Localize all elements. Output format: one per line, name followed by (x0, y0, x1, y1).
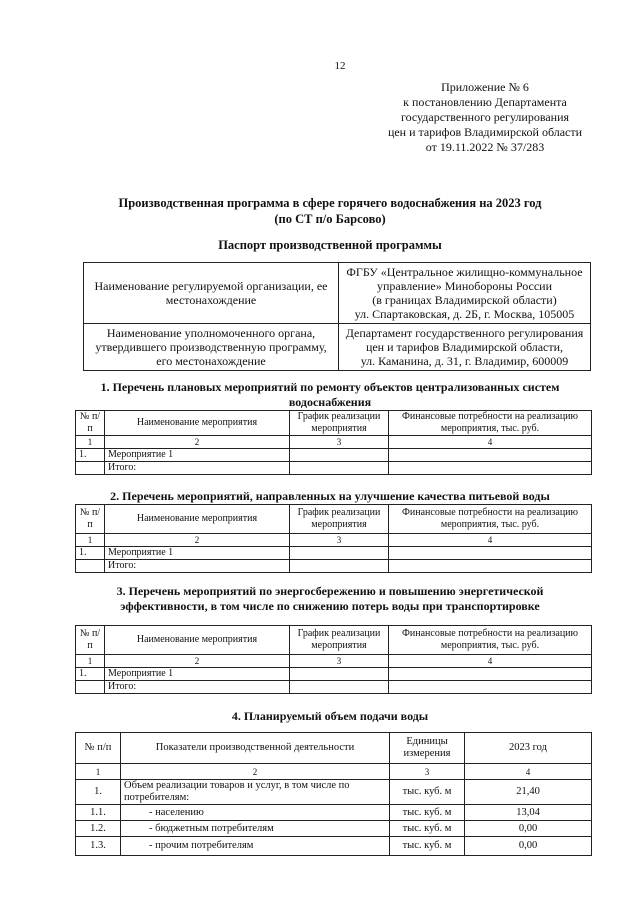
cell: 3 (290, 436, 389, 449)
appendix-line: цен и тарифов Владимирской области (387, 125, 583, 139)
table-header-row (76, 505, 592, 534)
value-line: управление» Минобороны России (376, 279, 552, 293)
cell: 4 (389, 655, 592, 668)
table-row (76, 462, 592, 475)
row-value: 0,00 (465, 837, 592, 856)
value-line: ул. Каманина, д. 31, г. Владимир, 600009 (360, 354, 569, 368)
cell: Мероприятие 1 (105, 547, 290, 560)
table-header-row (76, 626, 592, 655)
cell: 1 (76, 764, 121, 780)
col-header: № п/п (76, 733, 121, 764)
value-line: ул. Спартаковская, д. 2Б, г. Москва, 105005 (354, 307, 575, 321)
cell (389, 560, 592, 573)
row-unit: тыс. куб. м (390, 837, 465, 856)
cell (290, 668, 389, 681)
cell (389, 547, 592, 560)
passport-table (83, 262, 591, 371)
row-indicator: Объем реализации товаров и услуг, в том числе по потребителям: (121, 780, 390, 805)
value-line: ФГБУ «Центральное жилищно-коммунальное (346, 265, 583, 279)
col-header: Показатели производственной деятельности (121, 733, 390, 764)
row-indicator: - прочим потребителям (121, 837, 390, 856)
table-row (76, 547, 592, 560)
table-row (76, 560, 592, 573)
table-header-row (76, 733, 592, 764)
section-1-title (60, 380, 600, 410)
cell: 1 (76, 655, 105, 668)
title-line: Производственная программа в сфере горячего водоснабжения на 2023 год (118, 196, 542, 210)
col-header: График реализации мероприятия (290, 626, 389, 655)
cell (76, 560, 105, 573)
section-2-title: 2. Перечень мероприятий, направленных на улучшение качества питьевой воды (110, 489, 550, 503)
appendix-line: к постановлению Департамента (403, 95, 567, 109)
table-row (76, 534, 592, 547)
section-title-line: 3. Перечень мероприятий по энергосбережению и повышению энергетической (116, 584, 544, 598)
cell (389, 681, 592, 694)
section-1-table (75, 410, 592, 475)
table-row (76, 805, 592, 821)
appendix-line: государственного регулирования (400, 110, 570, 124)
row-num: 1.2. (76, 821, 121, 837)
cell: 2 (105, 534, 290, 547)
cell (76, 681, 105, 694)
table-row (76, 780, 592, 805)
table-row (76, 449, 592, 462)
cell: 1. (76, 449, 105, 462)
col-header: Единицы измерения (390, 733, 465, 764)
section-title-line: 1. Перечень плановых мероприятий по ремонту объектов централизованных систем (100, 380, 560, 394)
table-row (76, 837, 592, 856)
table-row (84, 324, 591, 371)
cell (389, 449, 592, 462)
cell (389, 462, 592, 475)
cell: Итого: (105, 462, 290, 475)
cell (290, 462, 389, 475)
cell: Итого: (105, 560, 290, 573)
row-unit: тыс. куб. м (390, 805, 465, 821)
cell (290, 449, 389, 462)
cell: Мероприятие 1 (105, 449, 290, 462)
col-header: График реализации мероприятия (290, 505, 389, 534)
col-header: № п/п (76, 505, 105, 534)
cell (389, 668, 592, 681)
row-num: 1.1. (76, 805, 121, 821)
table-row (84, 263, 591, 324)
passport-heading: Паспорт производственной программы (218, 238, 442, 252)
table-row (76, 764, 592, 780)
cell: 4 (389, 436, 592, 449)
col-header: График реализации мероприятия (290, 411, 389, 436)
row-unit: тыс. куб. м (390, 821, 465, 837)
cell (290, 547, 389, 560)
table-header-row (76, 411, 592, 436)
document-title (60, 195, 600, 227)
cell: 1. (76, 547, 105, 560)
cell: 2 (121, 764, 390, 780)
passport-value (339, 324, 591, 371)
section-2-table (75, 504, 592, 573)
cell (76, 462, 105, 475)
page-number: 12 (334, 60, 346, 72)
cell: Итого: (105, 681, 290, 694)
section-4-title: 4. Планируемый объем подачи воды (231, 709, 429, 723)
appendix-block (360, 80, 610, 155)
row-unit: тыс. куб. м (390, 780, 465, 805)
cell: 1 (76, 436, 105, 449)
cell: 3 (290, 534, 389, 547)
passport-value (339, 263, 591, 324)
col-header: № п/п (76, 626, 105, 655)
value-line: (в границах Владимирской области) (372, 293, 557, 307)
section-title-line: эффективности, в том числе по снижению потерь воды при транспортировке (120, 599, 540, 613)
row-num: 1. (76, 780, 121, 805)
col-header: Наименование мероприятия (105, 505, 290, 534)
table-row (76, 436, 592, 449)
col-header: Финансовые потребности на реализацию мероприятия, тыс. руб. (389, 505, 592, 534)
cell (290, 560, 389, 573)
title-line: (по СТ п/о Барсово) (274, 212, 386, 226)
value-line: цен и тарифов Владимирской области, (365, 340, 564, 354)
cell: 4 (465, 764, 592, 780)
section-3-title (60, 584, 600, 614)
table-row (76, 668, 592, 681)
cell: 1 (76, 534, 105, 547)
table-row (76, 655, 592, 668)
table-row (76, 821, 592, 837)
col-header: 2023 год (465, 733, 592, 764)
cell: 2 (105, 655, 290, 668)
row-num: 1.3. (76, 837, 121, 856)
row-value: 0,00 (465, 821, 592, 837)
cell (290, 681, 389, 694)
cell: 2 (105, 436, 290, 449)
col-header: № п/п (76, 411, 105, 436)
col-header: Наименование мероприятия (105, 626, 290, 655)
row-indicator: - бюджетным потребителям (121, 821, 390, 837)
passport-label: Наименование уполномоченного органа, утвердившего производственную программу, его местонахождение (84, 324, 339, 371)
cell: 3 (290, 655, 389, 668)
cell: Мероприятие 1 (105, 668, 290, 681)
section-3-table (75, 625, 592, 694)
col-header: Финансовые потребности на реализацию мероприятия, тыс. руб. (389, 626, 592, 655)
section-4-table (75, 732, 592, 856)
cell: 3 (390, 764, 465, 780)
section-title-line: водоснабжения (288, 395, 372, 409)
cell: 1. (76, 668, 105, 681)
passport-label: Наименование регулируемой организации, ее местонахождение (84, 263, 339, 324)
cell: 4 (389, 534, 592, 547)
appendix-line: Приложение № 6 (441, 80, 529, 94)
col-header: Финансовые потребности на реализацию мероприятия, тыс. руб. (389, 411, 592, 436)
row-value: 13,04 (465, 805, 592, 821)
table-row (76, 681, 592, 694)
appendix-line: от 19.11.2022 № 37/283 (425, 140, 545, 154)
row-indicator: - населению (121, 805, 390, 821)
value-line: Департамент государственного регулирования (345, 326, 584, 340)
col-header: Наименование мероприятия (105, 411, 290, 436)
row-value: 21,40 (465, 780, 592, 805)
